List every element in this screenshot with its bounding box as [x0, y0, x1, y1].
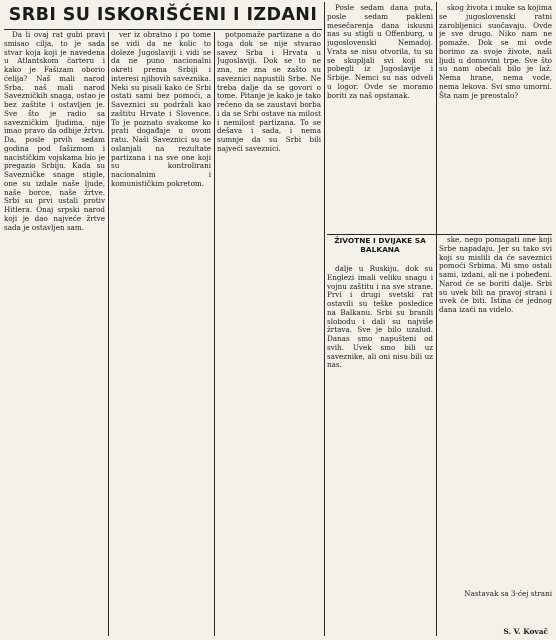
- column-divider: [214, 32, 215, 636]
- article-headline: SRBI SU ISKORIŠĆENI I IZDANI: [8, 5, 318, 25]
- section-rule: [4, 29, 322, 30]
- column-divider: [108, 32, 109, 636]
- article-column-2: ver iz obratno i po tome se vidi da ne kolic to doleze Jugoslaviji i vidi se da ne puno nacionalni okreti prema Srbiji i interesi njihovih saveznika. Neki su pisali kako će Srbi ostati sami bez pomoći, a Saveznici su podržali kao zaštitu Hrvate i Slovence. To je poznato svakome ko prati događaje u ovom ratu. Naši Saveznici su se oslanjali na rezultate partizana i na sve one koji su kontrolirani nacionalnim i komunističkim pokretom.: [111, 31, 211, 188]
- article-column-4b: dalje u Ruskiju, dok su Englezi imali veliku snagu i vojnu zaštitu i na sve strane. Prvi i drugi svetski rat ostavili su teške posledice na Balkanu. Srbi su branili slobodu i dali su najviše žrtava. Sve je bilo uzalud. Danas smo napušteni od svih. Uvek smo bili uz saveznike, ali oni nisu bili uz nas.: [327, 265, 433, 370]
- column-divider: [324, 2, 325, 636]
- section-rule: [327, 234, 552, 235]
- column-divider: [436, 2, 437, 636]
- article-column-5: skog života i muke sa kojima se jugoslovenski ratni zarobljenici suočavaju. Ovde je sve drugo. Niko nam ne pomaže. Dok se mi ovde borimo za svoje živote, naši ljudi u domovini trpe. Sve što su nam obećali bilo je laž. Nema hrane, nema vode, nema lekova. Svi smo umorni. Šta nam je preostalo?: [439, 4, 552, 100]
- author-byline: S. V. Kovač: [499, 627, 548, 636]
- article-column-5b: ske, nego pomagati one koji Srbe napadaju. Jer su tako svi koji su mislili da će saveznici pomoći Srbima. Mi smo ostali sami, izdani, ali ne i pobeđeni. Narod će se boriti dalje. Srbi su uvek bili na pravoj strani i uvek će biti. Istina će jednog dana izaći na videlo.: [439, 236, 552, 314]
- sub-headline: ŽIVOTNE I DVIJAKE SA BALKANA: [334, 236, 426, 254]
- article-column-1: Da li ovaj rat gubi pravi smisao cilja, to je sada stvar koja koji je navedena u Atlantskom čarteru i kako je Fašizam oborio ćelija? Naš mali narod Srba, naš mali narod Savezničkih snaga, ostao je bez zaštite i ostavljen je. Sve što je radio sa savezničkim ljudima, nije imao pravo da odbije žrtvu. Da, posle prvih sedam godina pod fašizmom i nacističkim vojskama bio je pregazio Srbiju. Kada su Savezničke snage stigle, one su izdale naše ljude, naše borce, naše žrtve. Srbi su prvi ustali protiv Hitlera. Onaj srpski narod koji je dao najveće žrtve sada je ostavljen sam.: [4, 31, 105, 232]
- continuation-note: Nastavak sa 3-ćej strani: [439, 590, 552, 599]
- article-column-3: potpomaže partizane a do toga dok se nije stvarao savez Srba i Hrvata u Jugoslaviji. Dok se to ne zna, ne zna se zašto su saveznici napustili Srbe. Ne treba dalje da se govori o tome. Pitanje je kako je tako rečeno da se zaustavi borba i da se Srbi ostave na milost i nemilost partizana. To se dešava i sada, i nema sumnje da su Srbi bili najveći saveznici.: [217, 31, 321, 153]
- article-column-4: Posle sedam dana puta, posle sedam pakleni mesečarenja dana iskusni nas su stigli u Offenburg, u jugoslovenski Nemadoj. Vrata se nisu otvorila, tu su se skupljali svi koji su pobegli iz Jugoslavije i Srbije. Nemci su nas odveli u logor. Ovde se moramo boriti za naš opstanak.: [327, 4, 433, 100]
